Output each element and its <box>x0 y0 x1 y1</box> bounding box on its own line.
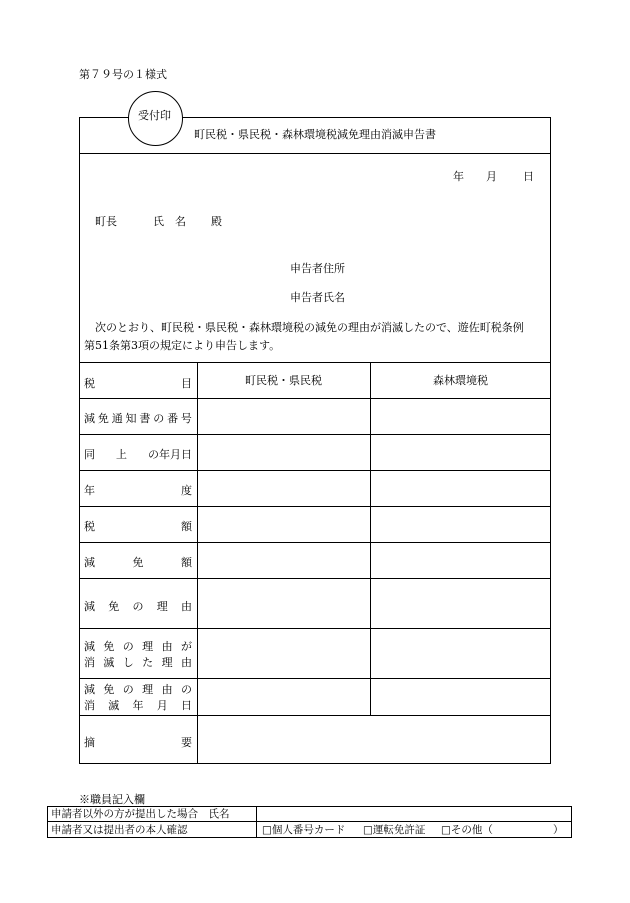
table-top-line <box>79 362 551 363</box>
col-header-forest-env: 森林環境税 <box>433 374 488 387</box>
addressee-mayor: 町長 <box>95 215 117 228</box>
col-header-municipal-prefectural: 町民税・県民税 <box>245 374 322 387</box>
option-drivers-license[interactable]: □運転免許証 <box>363 824 426 836</box>
addressee-name: 氏 名 <box>153 215 186 228</box>
staff-section-heading: ※職員記入欄 <box>79 793 145 806</box>
option-other[interactable]: □その他（ <box>441 824 493 836</box>
declarant-address-label: 申告者住所 <box>290 262 345 275</box>
row-label-notice-number: 減 免 通 知 書 の 番 号 <box>84 412 192 425</box>
row-label-lapse-date: 減 免 の 理 由 の 消 滅 年 月 日 <box>84 683 192 712</box>
row-label-reduction-reason: 減 免 の 理 由 <box>84 600 192 613</box>
form-title: 町民税・県民税・森林環境税減免理由消滅申告書 <box>194 128 436 141</box>
form-number: 第７９号の１様式 <box>79 68 167 81</box>
staff-row2-label: 申請者又は提出者の本人確認 <box>51 824 188 836</box>
row-label-same-date: 同 上 の年月日 <box>84 448 192 461</box>
addressee-honorific: 殿 <box>211 215 222 228</box>
date-year-label: 年 <box>453 170 464 183</box>
row-label-tax-item: 税 目 <box>84 377 192 390</box>
row-line <box>79 715 551 716</box>
title-divider <box>79 153 551 154</box>
declarant-name-label: 申告者氏名 <box>290 291 345 304</box>
row-line <box>79 678 551 679</box>
option-individual-number-card[interactable]: □個人番号カード <box>262 824 346 836</box>
row-line <box>79 578 551 579</box>
staff-col-line <box>256 806 257 838</box>
row-line <box>79 434 551 435</box>
row-line <box>79 398 551 399</box>
row-label-reason-lapsed: 減 免 の 理 由 が 消 滅 し た 理 由 <box>84 640 192 669</box>
option-other-close-paren: ） <box>553 824 564 836</box>
row-line <box>79 506 551 507</box>
row-label-summary: 摘 要 <box>84 736 192 749</box>
row-label-reduction-amount: 減 免 額 <box>84 556 192 569</box>
date-month-label: 月 <box>486 170 497 183</box>
row-label-fiscal-year: 年 度 <box>84 484 192 497</box>
row-label-tax-amount: 税 額 <box>84 520 192 533</box>
stamp-label: 受付印 <box>138 109 171 122</box>
staff-row-line <box>47 821 572 822</box>
statement-line-1: 次のとおり、町民税・県民税・森林環境税の減免の理由が消滅したので、遊佐町税条例 <box>95 321 524 334</box>
row-line <box>79 542 551 543</box>
statement-line-2: 第51条第3項の規定により申告します。 <box>84 339 281 352</box>
date-day-label: 日 <box>523 170 534 183</box>
col-line <box>370 362 371 715</box>
row-line <box>79 470 551 471</box>
staff-row1-label: 申請者以外の方が提出した場合 氏名 <box>51 808 230 820</box>
col-line <box>197 362 198 763</box>
row-line <box>79 628 551 629</box>
